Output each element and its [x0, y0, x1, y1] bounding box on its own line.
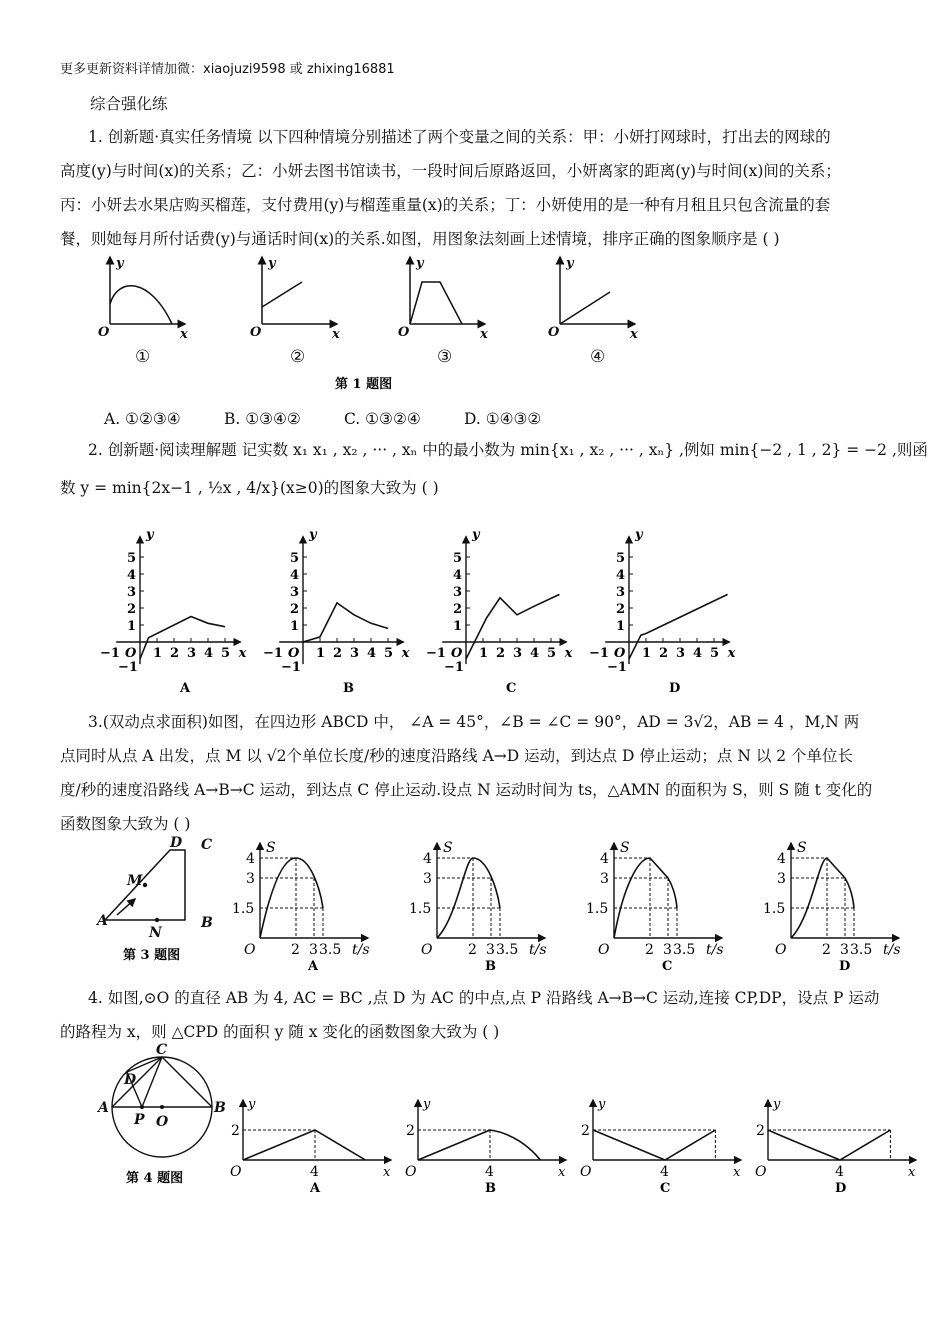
x-tick-label: 2	[468, 942, 477, 958]
q2-line-2: 数 y = min{2x−1 , ½x , 4/x}(x≥0)的图象大致为 ( )	[60, 479, 439, 497]
q2-graph-label: A	[180, 681, 191, 696]
y-tick-label: 5	[616, 551, 626, 566]
x-tick-label: 3	[513, 646, 523, 661]
x-tick-label: 2	[291, 942, 300, 958]
q1-axis-y-3: y	[416, 256, 424, 271]
label-c: C	[156, 1042, 168, 1058]
x-tick-label: 1	[479, 646, 489, 661]
x-axis-label: x	[564, 646, 573, 661]
x-axis-label: x	[401, 646, 410, 661]
q1-origin-3: O	[398, 325, 410, 340]
origin-label: O	[451, 646, 463, 661]
q1-graph-label-1: ①	[135, 347, 151, 367]
x-axis-label: x	[727, 646, 736, 661]
q4-graph-label: C	[660, 1181, 671, 1196]
x-axis-label: x	[908, 1165, 916, 1180]
x-axis-label: x	[558, 1165, 566, 1180]
y-tick-label: 1.5	[409, 901, 432, 917]
origin-label: O	[580, 1164, 592, 1180]
q1-option-a[interactable]: A. ①②③④	[104, 410, 181, 428]
series-line	[303, 603, 388, 642]
y-tick-label: 4	[127, 568, 137, 583]
label-b: B	[214, 1100, 226, 1116]
y-tick-neg: −1	[118, 660, 138, 675]
label-d: D	[170, 835, 183, 851]
y-tick-label: 5	[127, 551, 137, 566]
q2-graph-label: C	[506, 681, 517, 696]
x-axis-label: t/s	[706, 942, 724, 958]
y-axis-label: S	[797, 840, 807, 856]
y-tick-label: 2	[290, 602, 300, 617]
q2-chart-D	[589, 527, 736, 696]
y-tick-label: 2	[616, 602, 626, 617]
y-tick-label: 3	[290, 585, 300, 600]
x-axis-label: x	[238, 646, 247, 661]
x-tick-label: 5	[547, 646, 557, 661]
q1-line-4: 餐，则她每月所付话费(y)与通话时间(x)的关系.如图，用图象法刻画上述情境，排序正确的图象顺序是 ( )	[60, 230, 780, 248]
y-tick-label: 3	[246, 871, 255, 887]
y-axis-label: S	[620, 840, 630, 856]
q1-line-1: 1. 创新题·真实任务情境 以下四种情境分别描述了两个变量之间的关系：甲：小妍打网球时，打出去的网球的	[88, 128, 831, 146]
x-tick-label: 3	[350, 646, 360, 661]
q3-line-1: 3.(双动点求面积)如图，在四边形 ABCD 中， ∠A = 45°，∠B = ∠C = 90°，AD = 3√2，AB = 4 ，M,N 两	[88, 713, 860, 731]
x-tick-label: 4	[367, 646, 377, 661]
y-tick-label: 5	[290, 551, 300, 566]
x-tick-neg: −1	[100, 646, 120, 661]
x-tick-label: 4	[310, 1164, 319, 1180]
y-tick-label: 3	[777, 871, 786, 887]
y-tick-label: 2	[406, 1123, 415, 1139]
y-tick-neg: −1	[607, 660, 627, 675]
q3-line-3: 度/秒的速度沿路线 A→B→C 运动，到达点 C 停止运动.设点 N 运动时间为 ts，△AMN 的面积为 S，则 S 随 t 变化的	[60, 781, 873, 799]
y-tick-label: 4	[616, 568, 626, 583]
q3-figure-caption: 第 3 题图	[123, 948, 181, 963]
origin-label: O	[614, 646, 626, 661]
x-tick-label: 4	[204, 646, 214, 661]
label-c: C	[201, 837, 213, 853]
y-axis-label: S	[266, 840, 276, 856]
y-tick-label: 1	[453, 619, 463, 634]
section-title: 综合强化练	[90, 95, 168, 113]
label-p: P	[134, 1112, 145, 1128]
q3-quad-figure	[95, 835, 230, 970]
label-n: N	[149, 925, 162, 941]
q3-line-2: 点同时从点 A 出发，点 M 以 √2个单位长度/秒的速度沿路线 A→D 运动，到达点 D 停止运动；点 N 以 2 个单位长	[60, 747, 854, 765]
y-tick-label: 5	[453, 551, 463, 566]
y-tick-label: 2	[127, 602, 137, 617]
origin-label: O	[598, 942, 610, 958]
q3-graph-label: C	[662, 959, 673, 974]
y-tick-label: 1	[616, 619, 626, 634]
origin-label: O	[421, 942, 433, 958]
y-tick-label: 3	[423, 871, 432, 887]
x-tick-label: 4	[660, 1164, 669, 1180]
q1-figure-caption: 第 1 题图	[335, 377, 393, 392]
y-tick-label: 3	[453, 585, 463, 600]
y-axis-label: y	[309, 527, 317, 543]
x-tick-neg: −1	[426, 646, 446, 661]
y-axis-label: y	[773, 1097, 781, 1112]
x-tick-label: 5	[710, 646, 720, 661]
x-tick-label: 3	[663, 942, 672, 958]
q1-axis-y-4: y	[566, 256, 574, 271]
q2-chart-A	[100, 527, 247, 696]
q1-option-c[interactable]: C. ①③②④	[344, 410, 421, 428]
x-axis-label: t/s	[529, 942, 547, 958]
x-tick-neg: −1	[263, 646, 283, 661]
q4-graph-C	[580, 1097, 741, 1196]
q1-axis-y-2: y	[268, 256, 276, 271]
y-tick-label: 2	[581, 1123, 590, 1139]
q3-graphs	[232, 838, 901, 974]
q4-figure-caption: 第 4 题图	[126, 1171, 184, 1186]
label-a: A	[97, 913, 108, 929]
q1-origin-1: O	[98, 325, 110, 340]
series-line	[593, 1130, 715, 1160]
x-tick-label: 3	[486, 942, 495, 958]
q4-graph-label: B	[485, 1181, 496, 1196]
q2-chart-C	[426, 527, 573, 696]
q1-line-2: 高度(y)与时间(x)的关系；乙：小妍去图书馆读书，一段时间后原路返回，小妍离家的距离(y)与时间(x)间的关系；	[60, 162, 841, 180]
q3-graph-C	[586, 840, 724, 974]
y-tick-label: 1.5	[586, 901, 609, 917]
x-tick-label: 1	[642, 646, 652, 661]
y-axis-label: y	[598, 1097, 606, 1112]
y-tick-label: 4	[600, 851, 609, 867]
x-tick-label: 4	[485, 1164, 494, 1180]
q1-option-d[interactable]: D. ①④③②	[464, 410, 542, 428]
y-tick-neg: −1	[281, 660, 301, 675]
x-axis-label: x	[383, 1165, 391, 1180]
y-axis-label: y	[248, 1097, 256, 1112]
origin-label: O	[230, 1164, 242, 1180]
q1-line-3: 丙：小妍去水果店购买榴莲，支付费用(y)与榴莲重量(x)的关系；丁：小妍使用的是一种有月租且只包含流量的套	[60, 196, 831, 214]
y-tick-label: 2	[231, 1123, 240, 1139]
q4-graph-label: D	[835, 1181, 847, 1196]
series-line	[768, 1130, 890, 1160]
q1-graph-label-3: ③	[437, 347, 453, 367]
q1-axis-y-1: y	[116, 256, 124, 271]
x-tick-label: 4	[693, 646, 703, 661]
y-tick-label: 4	[453, 568, 463, 583]
x-tick-label: 5	[384, 646, 394, 661]
y-tick-label: 3	[600, 871, 609, 887]
q1-axis-x-4: x	[630, 327, 638, 342]
q4-line-1: 4. 如图,⊙O 的直径 AB 为 4, AC = BC ,点 D 为 AC 的中点,点 P 沿路线 A→B→C 运动,连接 CP,DP，设点 P 运动	[88, 989, 880, 1007]
q2-charts	[92, 512, 772, 706]
y-axis-label: y	[635, 527, 643, 543]
y-axis-label: S	[443, 840, 453, 856]
y-axis-label: y	[423, 1097, 431, 1112]
y-tick-label: 1	[127, 619, 137, 634]
x-tick-label: 3	[676, 646, 686, 661]
q1-figure	[90, 252, 650, 397]
x-tick-label: 2	[333, 646, 343, 661]
origin-label: O	[244, 942, 256, 958]
y-tick-label: 2	[453, 602, 463, 617]
x-tick-label: 2	[822, 942, 831, 958]
y-tick-label: 1.5	[763, 901, 786, 917]
x-tick-label: 2	[170, 646, 180, 661]
label-o: O	[156, 1114, 169, 1130]
point-n	[155, 918, 159, 922]
q3-graph-label: B	[485, 959, 496, 974]
q4-graph-B	[405, 1097, 566, 1196]
q4-graph-A	[230, 1097, 391, 1196]
x-tick-label: 2	[645, 942, 654, 958]
q2-chart-B	[263, 527, 410, 696]
q2-line-1: 2. 创新题·阅读理解题 记实数 x₁ x₁ , x₂ , ··· , xₙ 中的最小数为 min{x₁ , x₂ , ··· , xₙ} ,例如 min{−2 , 1 , 2} = −2 ,则函	[88, 441, 928, 459]
x-tick-label: 3.5	[496, 942, 519, 958]
q3-graph-label: D	[839, 959, 851, 974]
point-m	[143, 883, 147, 887]
x-tick-label: 2	[496, 646, 506, 661]
q1-origin-2: O	[250, 325, 262, 340]
y-axis-label: y	[146, 527, 154, 543]
origin-label: O	[125, 646, 137, 661]
y-tick-label: 3	[616, 585, 626, 600]
x-tick-label: 5	[221, 646, 231, 661]
header-note: 更多更新资料详情加微：xiaojuzi9598 或 zhixing16881	[60, 62, 395, 77]
q4-graphs	[225, 1095, 916, 1196]
series-line	[418, 1130, 540, 1160]
x-tick-label: 4	[530, 646, 540, 661]
q1-axis-x-3: x	[480, 327, 488, 342]
q2-graph-label: B	[343, 681, 354, 696]
origin-label: O	[755, 1164, 767, 1180]
origin-label: O	[775, 942, 787, 958]
x-axis-label: t/s	[883, 942, 901, 958]
x-tick-label: 3	[840, 942, 849, 958]
x-tick-label: 3.5	[319, 942, 342, 958]
x-tick-neg: −1	[589, 646, 609, 661]
x-axis-label: x	[733, 1165, 741, 1180]
x-tick-label: 3.5	[850, 942, 873, 958]
q1-origin-4: O	[548, 325, 560, 340]
x-axis-label: t/s	[352, 942, 370, 958]
x-tick-label: 4	[835, 1164, 844, 1180]
q4-circle-figure	[92, 1044, 232, 1189]
q4-graph-D	[755, 1097, 916, 1196]
x-tick-label: 2	[659, 646, 669, 661]
y-tick-label: 2	[756, 1123, 765, 1139]
origin-label: O	[405, 1164, 417, 1180]
y-tick-neg: −1	[444, 660, 464, 675]
label-m: M	[127, 873, 143, 889]
x-tick-label: 3.5	[673, 942, 696, 958]
q3-graph-D	[763, 840, 901, 974]
q2-chart-area	[92, 512, 772, 702]
series-line	[243, 1130, 365, 1160]
x-tick-label: 3	[309, 942, 318, 958]
label-d: D	[124, 1072, 137, 1088]
q1-axis-x-1: x	[180, 327, 188, 342]
label-a: A	[98, 1100, 109, 1116]
q4-graph-label: A	[310, 1181, 321, 1196]
y-tick-label: 4	[290, 568, 300, 583]
y-tick-label: 4	[246, 851, 255, 867]
y-tick-label: 1.5	[232, 901, 255, 917]
q2-graph-label: D	[669, 681, 681, 696]
y-tick-label: 4	[423, 851, 432, 867]
q3-graph-B	[409, 840, 547, 974]
q1-graph-label-4: ④	[590, 347, 606, 367]
y-tick-label: 1	[290, 619, 300, 634]
q3-graph-label: A	[308, 959, 319, 974]
x-tick-label: 1	[316, 646, 326, 661]
q1-option-b[interactable]: B. ①③④②	[224, 410, 301, 428]
y-tick-label: 4	[777, 851, 786, 867]
y-axis-label: y	[472, 527, 480, 543]
label-b: B	[201, 915, 213, 931]
q3-graph-A	[232, 840, 370, 974]
q4-line-2: 的路程为 x，则 △CPD 的面积 y 随 x 变化的函数图象大致为 ( )	[60, 1023, 500, 1041]
y-tick-label: 3	[127, 585, 137, 600]
x-tick-label: 1	[153, 646, 163, 661]
origin-label: O	[288, 646, 300, 661]
q1-graph-label-2: ②	[290, 347, 306, 367]
q1-axis-x-2: x	[332, 327, 340, 342]
q3-line-4: 函数图象大致为 ( )	[60, 815, 191, 833]
x-tick-label: 3	[187, 646, 197, 661]
